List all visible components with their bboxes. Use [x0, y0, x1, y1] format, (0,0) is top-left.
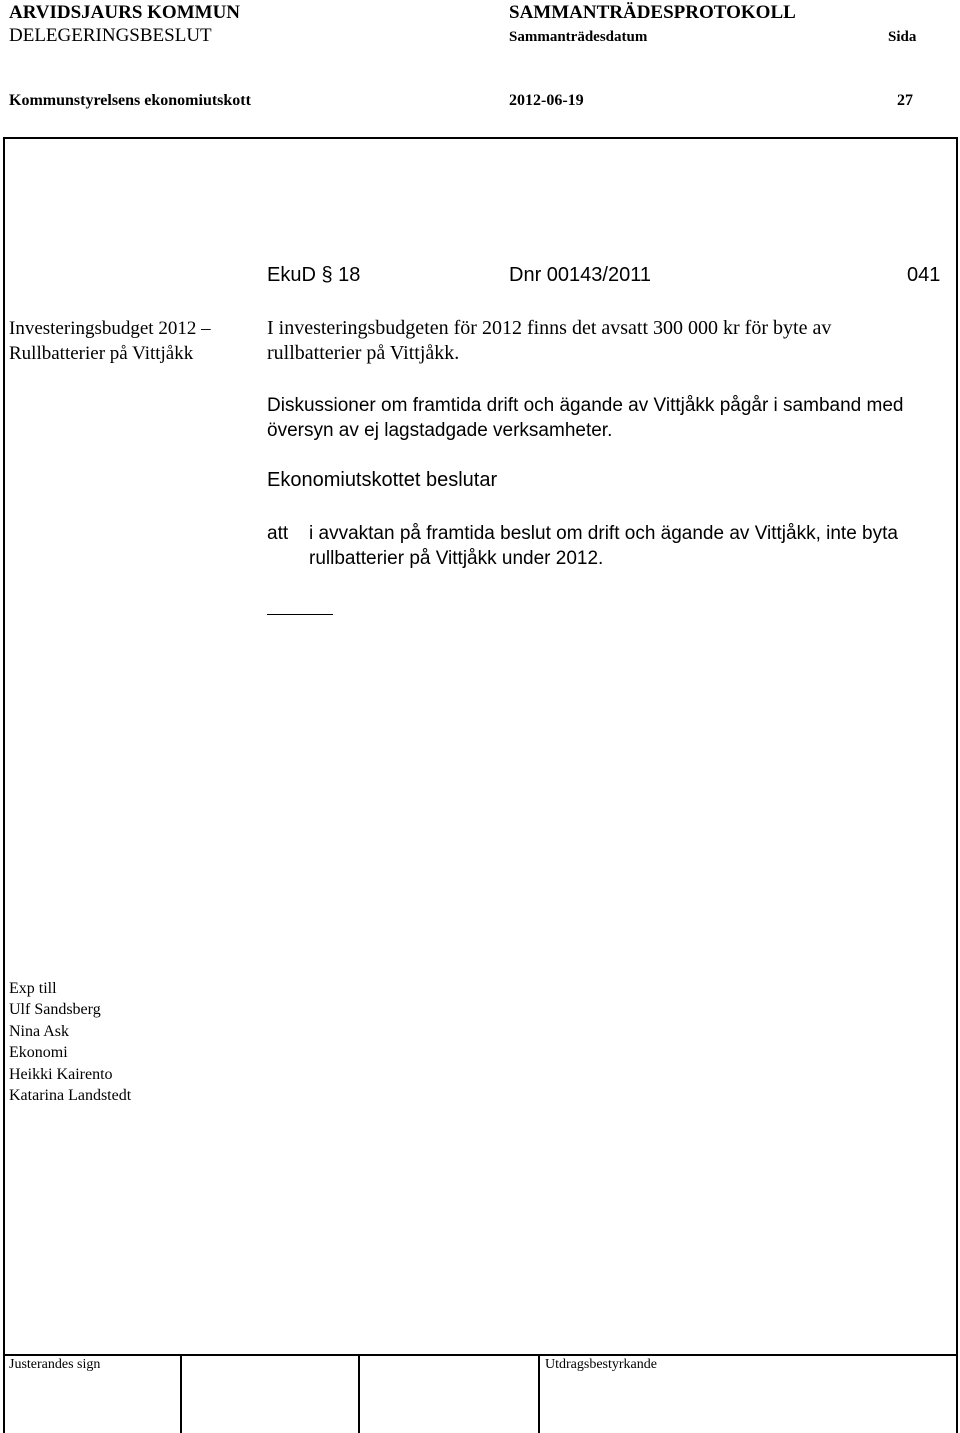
document-title: SAMMANTRÄDESPROTOKOLL — [509, 2, 796, 23]
meeting-date: 2012-06-19 — [509, 92, 584, 109]
paragraph-2-line2: översyn av ej lagstadgade verksamheter. — [267, 420, 613, 441]
classification-code: 041 — [907, 264, 941, 286]
section-reference: EkuD § 18 — [267, 264, 361, 286]
footer-divider-2 — [358, 1354, 360, 1433]
page-number: 27 — [897, 92, 913, 109]
frame-right-rule — [956, 137, 958, 1433]
decision-line2: rullbatterier på Vittjåkk under 2012. — [309, 548, 604, 569]
page-label: Sida — [888, 29, 917, 45]
recipient-item: Ulf Sandsberg — [9, 1001, 101, 1018]
paragraph-2-line1: Diskussioner om framtida drift och ägande av Vittjåkk pågår i samband med — [267, 395, 904, 416]
margin-title-line1: Investeringsbudget 2012 – — [9, 318, 211, 339]
decision-heading: Ekonomiutskottet beslutar — [267, 469, 498, 491]
footer-divider-1 — [180, 1354, 182, 1433]
extract-certification-label: Utdragsbestyrkande — [545, 1357, 657, 1372]
recipient-item: Katarina Landstedt — [9, 1087, 132, 1104]
paragraph-1-line2: rullbatterier på Vittjåkk. — [267, 342, 460, 364]
distribution-label: Exp till — [9, 980, 57, 997]
att-label: att — [267, 523, 289, 544]
paragraph-1-line1: I investeringsbudgeten för 2012 finns det avsatt 300 000 kr för byte av — [267, 317, 832, 339]
frame-top-rule — [3, 137, 958, 139]
footer-divider-3 — [538, 1354, 540, 1433]
margin-title-line2: Rullbatterier på Vittjåkk — [9, 343, 194, 364]
meeting-date-label: Sammanträdesdatum — [509, 29, 648, 45]
recipient-item: Nina Ask — [9, 1023, 69, 1040]
committee-name: Kommunstyrelsens ekonomiutskott — [9, 92, 251, 109]
case-number: Dnr 00143/2011 — [509, 264, 651, 286]
document-type: DELEGERINGSBESLUT — [9, 25, 212, 46]
org-name: ARVIDSJAURS KOMMUN — [9, 2, 241, 23]
recipient-item: Ekonomi — [9, 1044, 68, 1061]
recipient-item: Heikki Kairento — [9, 1066, 113, 1083]
signer-label: Justerandes sign — [9, 1357, 101, 1372]
section-end-rule — [267, 614, 333, 615]
decision-line1: i avvaktan på framtida beslut om drift och ägande av Vittjåkk, inte byta — [309, 523, 898, 544]
frame-left-rule — [3, 137, 5, 1433]
footer-top-rule — [3, 1354, 958, 1356]
